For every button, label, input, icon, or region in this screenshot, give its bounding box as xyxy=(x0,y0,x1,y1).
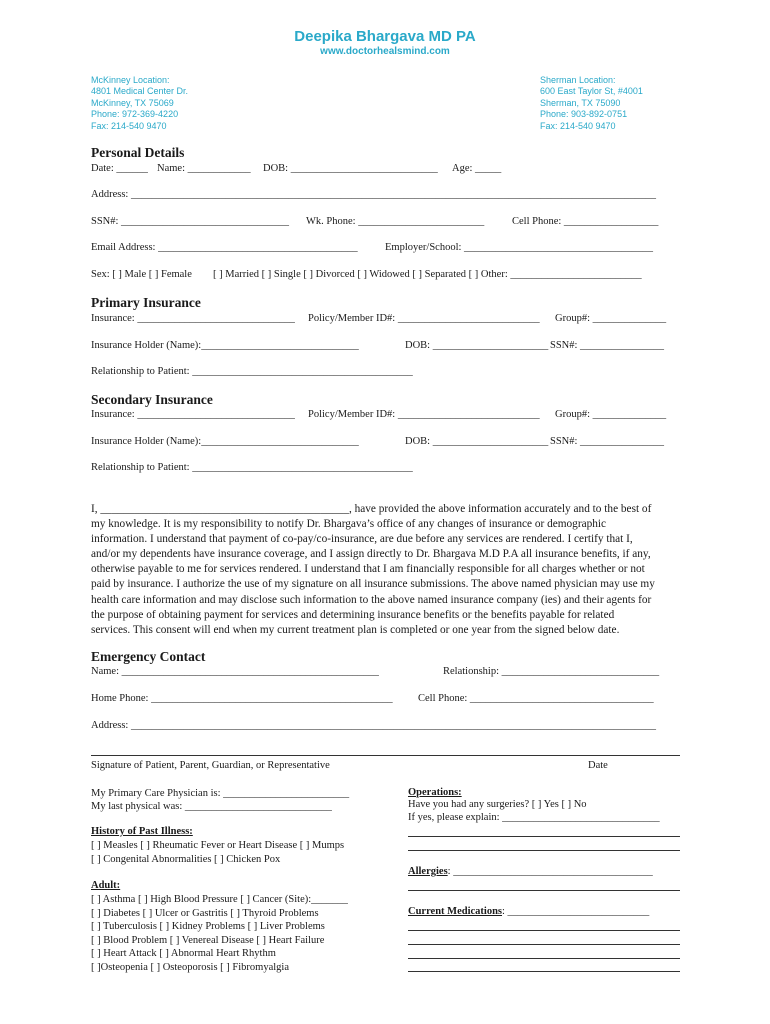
primary-policy-id-field[interactable]: Policy/Member ID#: ___________________________ xyxy=(308,313,540,324)
adult-item[interactable]: [ ] Blood Problem [ ] Venereal Disease [ ] Heart Failure xyxy=(91,934,325,946)
sherman-line: Phone: 903-892-0751 xyxy=(540,109,628,120)
medications-line[interactable] xyxy=(408,944,680,945)
consent-line: health care information and may disclose such information to the above named insurance company (ies) and their agents for xyxy=(91,593,652,606)
consent-line: my knowledge. It is my responsibility to notify Dr. Bhargava’s office of any changes of insurance or demographic xyxy=(91,518,607,531)
emergency-relationship-field[interactable]: Relationship: ______________________________ xyxy=(443,666,660,677)
signature-line[interactable] xyxy=(91,755,680,756)
secondary-holder-field[interactable]: Insurance Holder (Name):______________________________ xyxy=(91,436,359,447)
emergency-cell-phone-field[interactable]: Cell Phone: ___________________________________ xyxy=(418,693,654,704)
medications-line[interactable] xyxy=(408,930,680,931)
signature-date-label: Date xyxy=(588,760,608,771)
consent-line: services. This consent will end when my current treatment plan is completed or one year from the signed below date. xyxy=(91,623,620,636)
mckinney-line: Phone: 972-369-4220 xyxy=(91,109,179,120)
sherman-location xyxy=(540,75,643,132)
allergies-field[interactable] xyxy=(408,866,653,877)
address-field[interactable]: Address: ____________________________________________________________________________________________________ xyxy=(91,189,656,200)
primary-insurance-field[interactable]: Insurance: ______________________________ xyxy=(91,313,295,324)
primary-insurance-heading: Primary Insurance xyxy=(91,295,201,310)
history-heading: History of Past Illness: xyxy=(91,826,193,837)
consent-line: otherwise payable to me for services rendered. I understand that I am financially responsible for all charges whether or not xyxy=(91,563,645,576)
mckinney-line: 4801 Medical Center Dr. xyxy=(91,86,189,97)
consent-line: and/or my dependents have insurance coverage, and I assign directly to Dr. Bhargava M.D P.A all insurance benefits, if any, xyxy=(91,548,651,561)
sex-checkboxes[interactable]: Sex: [ ] Male [ ] Female xyxy=(91,269,192,280)
mckinney-line: McKinney Location: xyxy=(91,75,170,85)
primary-care-physician-field[interactable]: My Primary Care Physician is: ________________________ xyxy=(91,788,350,799)
consent-line: the purpose of obtaining payment for services and determining insurance benefits or the benefits payable for related xyxy=(91,608,615,621)
emergency-home-phone-field[interactable]: Home Phone: ______________________________________________ xyxy=(91,693,393,704)
allergies-heading: Allergies xyxy=(408,866,448,877)
secondary-holder-dob-field[interactable]: DOB: ______________________ xyxy=(405,436,549,447)
mckinney-location xyxy=(91,75,188,132)
history-list[interactable] xyxy=(91,839,344,866)
adult-item[interactable]: [ ] Heart Attack [ ] Abnormal Heart Rhythm xyxy=(91,948,276,960)
adult-item[interactable]: [ ] Asthma [ ] High Blood Pressure [ ] Cancer (Site):_______ xyxy=(91,894,348,905)
emergency-name-field[interactable]: Name: _________________________________________________ xyxy=(91,666,379,677)
primary-holder-field[interactable]: Insurance Holder (Name):______________________________ xyxy=(91,340,359,351)
secondary-insurance-heading: Secondary Insurance xyxy=(91,392,213,407)
allergies-line[interactable] xyxy=(408,890,680,891)
adult-heading: Adult: xyxy=(91,880,121,891)
secondary-relationship-field[interactable]: Relationship to Patient: __________________________________________ xyxy=(91,462,413,473)
sherman-line: 600 East Taylor St, #4001 xyxy=(540,86,643,97)
consent-line: paid by insurance. I authorize the use of my signature on all insurance submissions. The above named physician may use my xyxy=(91,578,655,591)
medications-field[interactable] xyxy=(408,906,649,917)
surgeries-explain-field[interactable]: If yes, please explain: ______________________________ xyxy=(408,812,660,823)
personal-details-heading: Personal Details xyxy=(91,145,185,160)
ssn-field[interactable]: SSN#: ________________________________ xyxy=(91,216,290,227)
consent-line: information. I understand that payment of co-pay/co-insurance, are due before any services are rendered. I certify that I, xyxy=(91,533,633,546)
dob-field[interactable]: DOB: ____________________________ xyxy=(263,163,438,174)
medications-line[interactable] xyxy=(408,971,680,972)
primary-group-field[interactable]: Group#: ______________ xyxy=(555,313,667,324)
work-phone-field[interactable]: Wk. Phone: ________________________ xyxy=(306,216,485,227)
medications-line[interactable] xyxy=(408,958,680,959)
email-field[interactable]: Email Address: ______________________________________ xyxy=(91,242,358,253)
age-field[interactable]: Age: _____ xyxy=(452,163,502,174)
practice-name: Deepika Bhargava MD PA xyxy=(294,28,476,45)
practice-website[interactable]: www.doctorhealsmind.com xyxy=(320,46,450,57)
consent-paragraph xyxy=(91,502,691,638)
sherman-line: Fax: 214-540 9470 xyxy=(540,120,616,131)
date-field[interactable]: Date: ______ xyxy=(91,163,148,174)
mckinney-line: McKinney, TX 75069 xyxy=(91,97,174,108)
history-item[interactable]: [ ] Congenital Abnormalities [ ] Chicken Pox xyxy=(91,853,281,865)
medications-heading: Current Medications xyxy=(408,906,503,917)
secondary-group-field[interactable]: Group#: ______________ xyxy=(555,409,667,420)
medications-blank[interactable]: : ___________________________ xyxy=(502,906,650,917)
operations-heading: Operations: xyxy=(408,787,462,798)
name-field[interactable]: Name: ____________ xyxy=(157,163,251,174)
sherman-line: Sherman, TX 75090 xyxy=(540,97,621,108)
secondary-policy-id-field[interactable]: Policy/Member ID#: ___________________________ xyxy=(308,409,540,420)
primary-relationship-field[interactable]: Relationship to Patient: __________________________________________ xyxy=(91,366,413,377)
adult-list[interactable] xyxy=(91,893,348,975)
emergency-address-field[interactable]: Address: ____________________________________________________________________________________________________ xyxy=(91,720,656,731)
adult-item[interactable]: [ ] Diabetes [ ] Ulcer or Gastritis [ ] Thyroid Problems xyxy=(91,907,319,919)
surgeries-question[interactable]: Have you had any surgeries? [ ] Yes [ ] No xyxy=(408,799,587,810)
marital-status-checkboxes[interactable]: [ ] Married [ ] Single [ ] Divorced [ ] Widowed [ ] Separated [ ] Other: _________________________ xyxy=(213,269,642,280)
primary-holder-ssn-field[interactable]: SSN#: ________________ xyxy=(550,340,665,351)
adult-item[interactable]: [ ]Osteopenia [ ] Osteoporosis [ ] Fibromyalgia xyxy=(91,961,289,973)
signature-label: Signature of Patient, Parent, Guardian, or Representative xyxy=(91,760,330,771)
adult-item[interactable]: [ ] Tuberculosis [ ] Kidney Problems [ ] Liver Problems xyxy=(91,921,325,933)
history-item[interactable]: [ ] Measles [ ] Rheumatic Fever or Heart Disease [ ] Mumps xyxy=(91,840,345,851)
sherman-line: Sherman Location: xyxy=(540,75,616,85)
cell-phone-field[interactable]: Cell Phone: __________________ xyxy=(512,216,659,227)
surgeries-explain-line[interactable] xyxy=(408,850,680,851)
secondary-holder-ssn-field[interactable]: SSN#: ________________ xyxy=(550,436,665,447)
mckinney-line: Fax: 214-540 9470 xyxy=(91,120,167,131)
allergies-blank[interactable]: : ______________________________________ xyxy=(447,866,653,877)
primary-holder-dob-field[interactable]: DOB: ______________________ xyxy=(405,340,549,351)
surgeries-explain-line[interactable] xyxy=(408,836,680,837)
employer-field[interactable]: Employer/School: ____________________________________ xyxy=(385,242,654,253)
secondary-insurance-field[interactable]: Insurance: ______________________________ xyxy=(91,409,295,420)
emergency-contact-heading: Emergency Contact xyxy=(91,649,206,664)
consent-line: I, ____________________________________________, have provided the above information accurately and to the best of xyxy=(91,503,652,515)
last-physical-field[interactable]: My last physical was: ____________________________ xyxy=(91,801,332,812)
